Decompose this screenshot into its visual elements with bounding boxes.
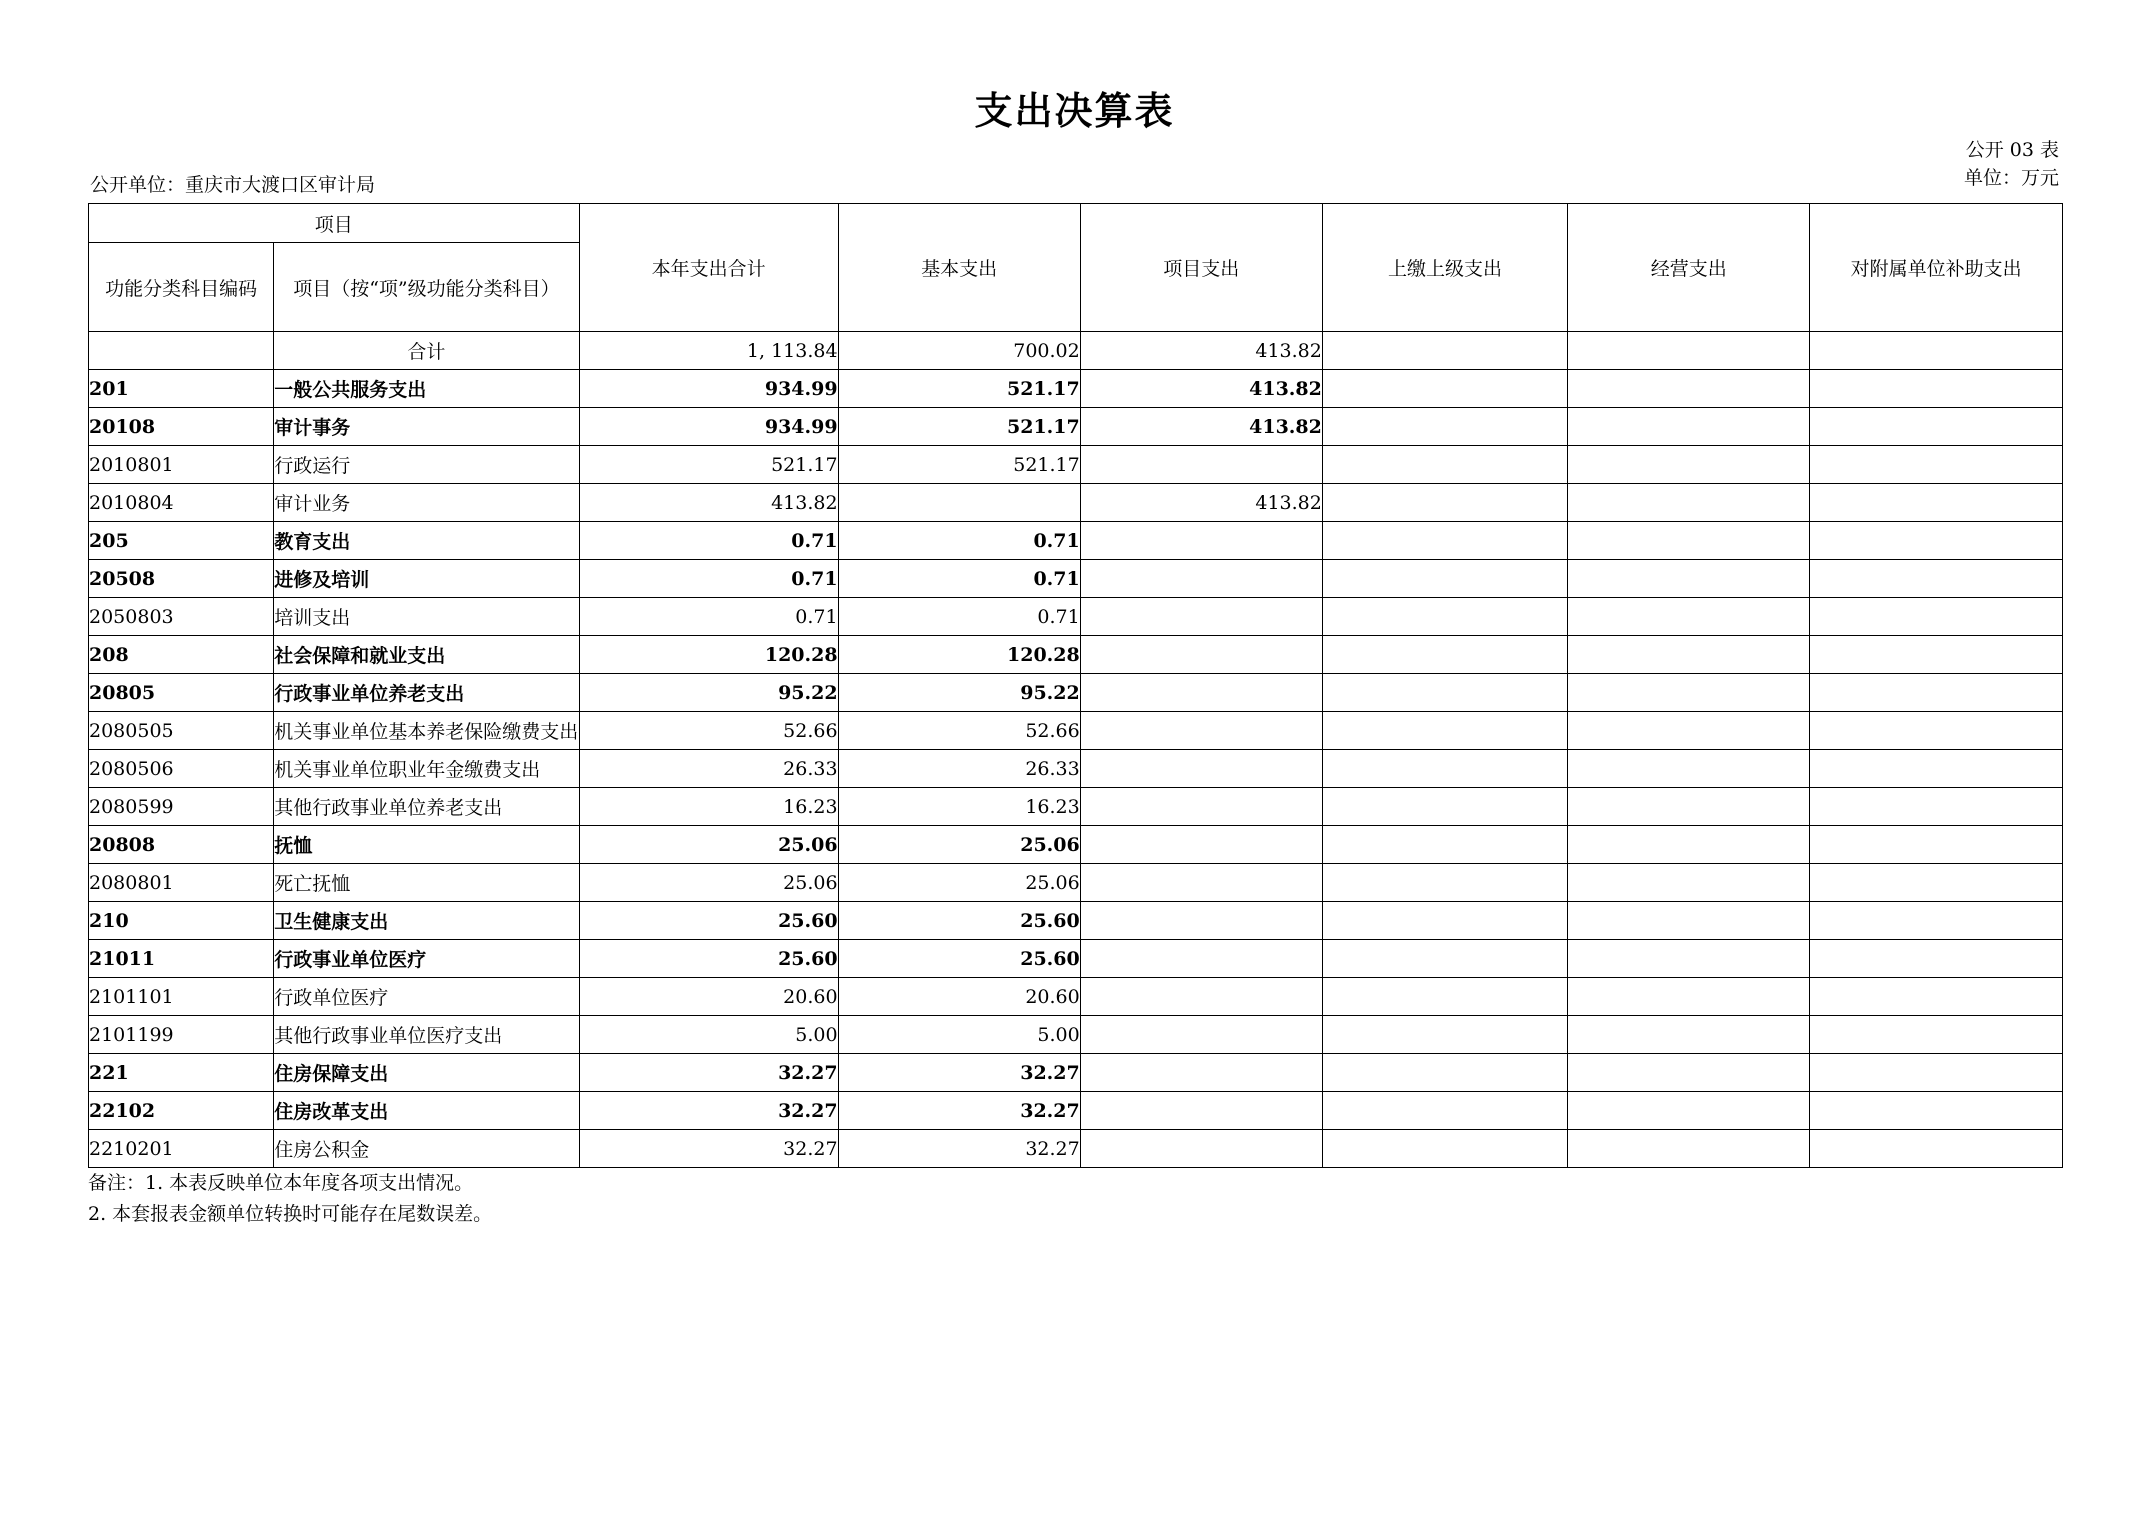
cell-total-expenditure: 16.23 [579,788,838,826]
cell-subsidy-expenditure [1810,902,2063,940]
cell-upper-level-expenditure [1322,636,1567,674]
cell-subject-code: 201 [89,370,274,408]
table-row [89,636,2063,674]
table-row [89,484,2063,522]
cell-total-expenditure: 5.00 [579,1016,838,1054]
cell-operating-expenditure [1568,826,1810,864]
cell-basic-expenditure: 32.27 [838,1054,1080,1092]
table-row [89,826,2063,864]
cell-subject-name: 卫生健康支出 [274,902,579,940]
cell-upper-level-expenditure [1322,370,1567,408]
cell-upper-level-expenditure [1322,788,1567,826]
cell-subject-name: 住房改革支出 [274,1092,579,1130]
cell-subsidy-expenditure [1810,332,2063,370]
cell-subsidy-expenditure [1810,522,2063,560]
cell-subject-name: 住房公积金 [274,1130,579,1168]
table-row [89,1130,2063,1168]
cell-basic-expenditure [838,484,1080,522]
cell-subject-code: 20808 [89,826,274,864]
cell-total-expenditure: 52.66 [579,712,838,750]
cell-subject-code: 20108 [89,408,274,446]
cell-subsidy-expenditure [1810,636,2063,674]
cell-upper-level-expenditure [1322,864,1567,902]
table-header-row-group [89,204,2063,243]
cell-project-expenditure [1080,674,1322,712]
header-col-total: 本年支出合计 [579,204,838,332]
cell-subject-code [89,332,274,370]
cell-subsidy-expenditure [1810,712,2063,750]
table-row [89,712,2063,750]
table-notes [88,1168,492,1230]
cell-operating-expenditure [1568,560,1810,598]
page-title: 支出决算表 [974,88,1175,133]
cell-upper-level-expenditure [1322,902,1567,940]
header-col-basic: 基本支出 [838,204,1080,332]
cell-subsidy-expenditure [1810,446,2063,484]
cell-subsidy-expenditure [1810,560,2063,598]
cell-upper-level-expenditure [1322,1054,1567,1092]
cell-subject-code: 2101199 [89,1016,274,1054]
cell-basic-expenditure: 25.60 [838,940,1080,978]
cell-basic-expenditure: 5.00 [838,1016,1080,1054]
cell-operating-expenditure [1568,750,1810,788]
cell-basic-expenditure: 0.71 [838,522,1080,560]
form-number: 公开 03 表 [1965,139,2059,161]
cell-total-expenditure: 20.60 [579,978,838,1016]
cell-project-expenditure: 413.82 [1080,370,1322,408]
cell-subject-code: 2010804 [89,484,274,522]
cell-subsidy-expenditure [1810,1054,2063,1092]
cell-upper-level-expenditure [1322,332,1567,370]
cell-operating-expenditure [1568,446,1810,484]
table-row [89,674,2063,712]
cell-operating-expenditure [1568,1092,1810,1130]
cell-subsidy-expenditure [1810,788,2063,826]
publisher-label: 公开单位：重庆市大渡口区审计局 [90,174,376,196]
cell-total-expenditure: 521.17 [579,446,838,484]
cell-subject-name: 一般公共服务支出 [274,370,579,408]
cell-subsidy-expenditure [1810,408,2063,446]
table-row [89,1016,2063,1054]
note-line-1: 备注：1. 本表反映单位本年度各项支出情况。 [88,1172,474,1194]
table-row [89,864,2063,902]
table-row [89,522,2063,560]
cell-subject-name: 其他行政事业单位养老支出 [274,788,579,826]
cell-subject-code: 2050803 [89,598,274,636]
cell-subject-name: 住房保障支出 [274,1054,579,1092]
cell-basic-expenditure: 52.66 [838,712,1080,750]
cell-basic-expenditure: 20.60 [838,978,1080,1016]
cell-operating-expenditure [1568,1054,1810,1092]
cell-operating-expenditure [1568,902,1810,940]
cell-basic-expenditure: 32.27 [838,1130,1080,1168]
header-col-operating: 经营支出 [1568,204,1810,332]
cell-subject-name: 行政单位医疗 [274,978,579,1016]
cell-subject-code: 205 [89,522,274,560]
cell-basic-expenditure: 700.02 [838,332,1080,370]
cell-subsidy-expenditure [1810,978,2063,1016]
cell-subsidy-expenditure [1810,370,2063,408]
cell-project-expenditure [1080,712,1322,750]
cell-total-expenditure: 32.27 [579,1130,838,1168]
cell-upper-level-expenditure [1322,712,1567,750]
cell-upper-level-expenditure [1322,446,1567,484]
cell-project-expenditure [1080,598,1322,636]
table-row [89,598,2063,636]
cell-total-expenditure: 1, 113.84 [579,332,838,370]
header-col-subsidy: 对附属单位补助支出 [1810,204,2063,332]
cell-subsidy-expenditure [1810,750,2063,788]
cell-upper-level-expenditure [1322,826,1567,864]
cell-subject-code: 20508 [89,560,274,598]
cell-subject-code: 2080505 [89,712,274,750]
cell-basic-expenditure: 521.17 [838,370,1080,408]
cell-total-expenditure: 26.33 [579,750,838,788]
cell-total-expenditure: 25.06 [579,864,838,902]
cell-basic-expenditure: 26.33 [838,750,1080,788]
cell-upper-level-expenditure [1322,598,1567,636]
cell-basic-expenditure: 120.28 [838,636,1080,674]
cell-upper-level-expenditure [1322,408,1567,446]
cell-operating-expenditure [1568,408,1810,446]
cell-project-expenditure [1080,1054,1322,1092]
cell-basic-expenditure: 0.71 [838,598,1080,636]
table-body [89,332,2063,1168]
cell-operating-expenditure [1568,940,1810,978]
cell-subject-code: 2210201 [89,1130,274,1168]
expenditure-table [88,203,2063,1168]
cell-total-expenditure: 120.28 [579,636,838,674]
cell-upper-level-expenditure [1322,1016,1567,1054]
cell-subsidy-expenditure [1810,674,2063,712]
cell-subject-name: 其他行政事业单位医疗支出 [274,1016,579,1054]
cell-subject-name: 培训支出 [274,598,579,636]
cell-basic-expenditure: 521.17 [838,408,1080,446]
cell-subject-name: 社会保障和就业支出 [274,636,579,674]
cell-operating-expenditure [1568,484,1810,522]
cell-upper-level-expenditure [1322,522,1567,560]
table-row [89,446,2063,484]
cell-total-expenditure: 25.60 [579,902,838,940]
cell-subject-code: 221 [89,1054,274,1092]
cell-operating-expenditure [1568,1016,1810,1054]
cell-total-expenditure: 0.71 [579,560,838,598]
cell-subsidy-expenditure [1810,1016,2063,1054]
table-row [89,1092,2063,1130]
header-col-project: 项目支出 [1080,204,1322,332]
cell-subject-code: 210 [89,902,274,940]
cell-operating-expenditure [1568,370,1810,408]
cell-subject-name: 合计 [274,332,579,370]
header-col-code: 功能分类科目编码 [89,243,274,332]
cell-operating-expenditure [1568,674,1810,712]
cell-subject-name: 死亡抚恤 [274,864,579,902]
cell-subject-name: 审计事务 [274,408,579,446]
cell-subject-name: 行政事业单位医疗 [274,940,579,978]
cell-upper-level-expenditure [1322,750,1567,788]
cell-upper-level-expenditure [1322,978,1567,1016]
table-row [89,560,2063,598]
cell-basic-expenditure: 32.27 [838,1092,1080,1130]
amount-unit-note: 单位：万元 [1963,167,2059,189]
table-row [89,1054,2063,1092]
cell-operating-expenditure [1568,636,1810,674]
cell-upper-level-expenditure [1322,1092,1567,1130]
header-col-upper: 上缴上级支出 [1322,204,1567,332]
cell-operating-expenditure [1568,712,1810,750]
cell-subsidy-expenditure [1810,940,2063,978]
cell-project-expenditure [1080,446,1322,484]
cell-total-expenditure: 32.27 [579,1054,838,1092]
cell-project-expenditure [1080,1130,1322,1168]
cell-subsidy-expenditure [1810,484,2063,522]
cell-upper-level-expenditure [1322,940,1567,978]
cell-upper-level-expenditure [1322,1130,1567,1168]
cell-upper-level-expenditure [1322,484,1567,522]
cell-subject-name: 抚恤 [274,826,579,864]
cell-upper-level-expenditure [1322,674,1567,712]
cell-subject-name: 机关事业单位职业年金缴费支出 [274,750,579,788]
cell-operating-expenditure [1568,332,1810,370]
cell-subject-name: 审计业务 [274,484,579,522]
cell-total-expenditure: 413.82 [579,484,838,522]
cell-subsidy-expenditure [1810,864,2063,902]
cell-subject-code: 2101101 [89,978,274,1016]
cell-subject-code: 2080801 [89,864,274,902]
cell-basic-expenditure: 521.17 [838,446,1080,484]
table-row [89,408,2063,446]
cell-total-expenditure: 934.99 [579,408,838,446]
cell-basic-expenditure: 95.22 [838,674,1080,712]
cell-operating-expenditure [1568,522,1810,560]
cell-subject-name: 进修及培训 [274,560,579,598]
cell-subject-name: 行政事业单位养老支出 [274,674,579,712]
table-row [89,332,2063,370]
cell-subject-name: 行政运行 [274,446,579,484]
cell-subsidy-expenditure [1810,1092,2063,1130]
cell-total-expenditure: 95.22 [579,674,838,712]
cell-basic-expenditure: 25.06 [838,826,1080,864]
cell-project-expenditure [1080,902,1322,940]
cell-basic-expenditure: 25.60 [838,902,1080,940]
cell-project-expenditure [1080,1016,1322,1054]
cell-subsidy-expenditure [1810,598,2063,636]
cell-subject-code: 21011 [89,940,274,978]
cell-project-expenditure [1080,750,1322,788]
cell-project-expenditure: 413.82 [1080,484,1322,522]
cell-project-expenditure [1080,864,1322,902]
cell-basic-expenditure: 16.23 [838,788,1080,826]
table-row [89,750,2063,788]
cell-total-expenditure: 32.27 [579,1092,838,1130]
cell-operating-expenditure [1568,978,1810,1016]
cell-project-expenditure [1080,978,1322,1016]
table-row [89,902,2063,940]
cell-basic-expenditure: 25.06 [838,864,1080,902]
cell-project-expenditure: 413.82 [1080,332,1322,370]
cell-project-expenditure [1080,560,1322,598]
table-row [89,940,2063,978]
header-col-name: 项目（按“项”级功能分类科目） [274,243,579,332]
cell-operating-expenditure [1568,598,1810,636]
cell-operating-expenditure [1568,864,1810,902]
cell-project-expenditure [1080,1092,1322,1130]
cell-operating-expenditure [1568,1130,1810,1168]
cell-subject-code: 20805 [89,674,274,712]
cell-subject-code: 2080506 [89,750,274,788]
cell-subsidy-expenditure [1810,1130,2063,1168]
header-group-item: 项目 [89,204,580,243]
cell-subject-code: 2010801 [89,446,274,484]
table-row [89,370,2063,408]
table-header [89,204,2063,332]
table-row [89,978,2063,1016]
table-row [89,788,2063,826]
cell-total-expenditure: 0.71 [579,598,838,636]
cell-total-expenditure: 25.06 [579,826,838,864]
cell-subject-code: 22102 [89,1092,274,1130]
cell-subject-name: 教育支出 [274,522,579,560]
cell-upper-level-expenditure [1322,560,1567,598]
cell-project-expenditure [1080,788,1322,826]
cell-operating-expenditure [1568,788,1810,826]
cell-total-expenditure: 934.99 [579,370,838,408]
cell-project-expenditure [1080,636,1322,674]
cell-project-expenditure [1080,826,1322,864]
cell-project-expenditure [1080,522,1322,560]
cell-subject-code: 208 [89,636,274,674]
cell-total-expenditure: 25.60 [579,940,838,978]
cell-project-expenditure: 413.82 [1080,408,1322,446]
cell-subject-code: 2080599 [89,788,274,826]
note-line-2: 2. 本套报表金额单位转换时可能存在尾数误差。 [88,1203,493,1225]
cell-subject-name: 机关事业单位基本养老保险缴费支出 [274,712,579,750]
cell-project-expenditure [1080,940,1322,978]
cell-subsidy-expenditure [1810,826,2063,864]
document-meta-right [1964,136,2059,192]
cell-total-expenditure: 0.71 [579,522,838,560]
cell-basic-expenditure: 0.71 [838,560,1080,598]
